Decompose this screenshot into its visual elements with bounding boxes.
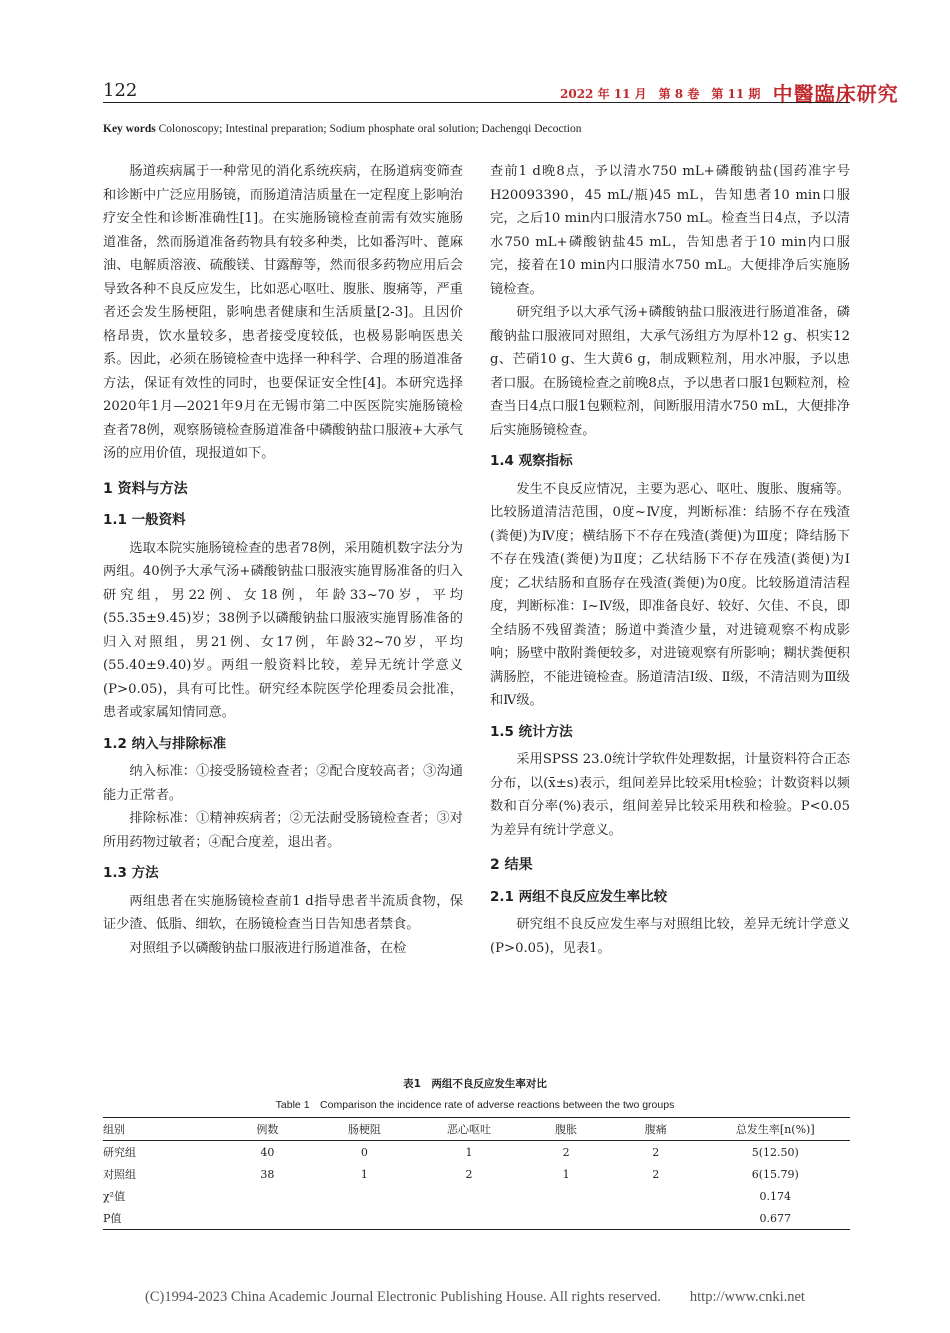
- table-cell: [417, 1185, 522, 1207]
- page-number: 122: [103, 80, 138, 101]
- journal-name: 中醫臨床研究: [772, 82, 899, 106]
- table-row: [103, 1207, 850, 1230]
- table-cell: P值: [103, 1212, 122, 1225]
- table-cell: [611, 1207, 701, 1230]
- table-cell: 1: [360, 1167, 368, 1181]
- table-row: [103, 1185, 850, 1207]
- table-cell: [417, 1207, 522, 1230]
- subsection-heading-observation: 1.4 观察指标: [490, 453, 573, 469]
- subsection-heading-method: 1.3 方法: [103, 865, 159, 881]
- table-cell: [611, 1185, 701, 1207]
- table-cell: 2: [652, 1167, 660, 1181]
- header-rule: [103, 102, 850, 103]
- keywords: [103, 123, 581, 135]
- intro-paragraph: 肠道疾病属于一种常见的消化系统疾病，在肠道病变筛查和诊断中广泛应用肠镜，而肠道清洁质量在一定程度上影响治疗安全性和诊断准确性[1]。在实施肠镜检查前需有效实施肠道准备，然而肠道准备药物具有较多种类，比如番泻叶、蓖麻油、电解质溶液、硫酸镁、甘露醇等，然而很多药物应用后会导致各种不良反应发生，比如恶心呕吐、腹胀、腹痛等，严重者还会发生肠梗阻，影响患者健康和生活质量[2-3]。且因价格昂贵，饮水量较多，患者接受度较低，也极易影响医患关系。因此，必须在肠镜检查中选择一种科学、合理的肠道准备方法，保证有效性的同时，也要保证安全性[4]。本研究选择2020年1月—2021年9月在无锡市第二中医医院实施肠镜检查者78例，观察肠镜检查肠道准备中磷酸钠盐口服液+大承气汤的应用价值，现报道如下。: [103, 164, 463, 461]
- table-row: [103, 1141, 850, 1164]
- table-header-cell: 恶心呕吐: [447, 1123, 491, 1136]
- table-header-cell: 腹胀: [555, 1123, 578, 1136]
- table-cell: [312, 1207, 417, 1230]
- table-cell: 2: [465, 1167, 473, 1181]
- method-paragraph-b: 对照组予以磷酸钠盐口服液进行肠道准备，在检: [129, 940, 407, 956]
- table-cell: 对照组: [103, 1168, 136, 1181]
- section-heading-methods: 1 资料与方法: [103, 480, 188, 497]
- method-continued-paragraph: 查前1 d晚8点，予以清水750 mL+磷酸钠盐(国药准字号H20093390，45 mL/瓶)45 mL，告知患者10 min口服完，之后10 min内口服清水750 mL。检查当日4点，予以清水750 mL+磷酸钠盐45 mL，告知患者于10 min内口服完，接着在10 min内口服清水750 mL。大便排净后实施肠镜检查。: [490, 164, 850, 297]
- table-header-cell: 总发生率[n(%)]: [735, 1123, 815, 1136]
- table-header-cell: 组别: [103, 1123, 125, 1136]
- table-cell: 0: [360, 1145, 368, 1159]
- table-cell: [521, 1185, 611, 1207]
- subsection-heading-general: 1.1 一般资料: [103, 512, 186, 528]
- exclusion-paragraph: 排除标准：①精神疾病者；②无法耐受肠镜检查者；③对所用药物过敏者；④配合度差，退出者。: [103, 811, 463, 850]
- table-cell: [521, 1207, 611, 1230]
- table-header-cell: 例数: [256, 1123, 279, 1136]
- table-header-row: [103, 1118, 850, 1141]
- table-title-en: Table 1 Comparison the incidence rate of adverse reactions between the two groups: [275, 1099, 675, 1111]
- keywords-label: Key words: [103, 123, 156, 135]
- section-heading-results: 2 结果: [490, 857, 533, 873]
- table-cell: 0.677: [759, 1211, 792, 1225]
- adverse-reactions-table: [103, 1117, 850, 1230]
- table-cell: 1: [562, 1167, 570, 1181]
- table-cell: [223, 1207, 313, 1230]
- table-header-cell: 肠梗阻: [347, 1123, 381, 1136]
- left-column: [103, 160, 463, 960]
- table-cell: 2: [652, 1145, 660, 1159]
- subsection-heading-adverse: 2.1 两组不良反应发生率比较: [490, 888, 668, 905]
- table-cell: 38: [260, 1167, 275, 1181]
- study-group-paragraph: 研究组予以大承气汤+磷酸钠盐口服液进行肠道准备，磷酸钠盐口服液同对照组，大承气汤组方为厚朴12 g、枳实12 g、芒硝10 g、生大黄6 g，制成颗粒剂，用水冲服，予以患者口服。在肠镜检查之前晚8点，予以患者口服1包颗粒剂，检查当日4点口服1包颗粒剂，间断服用清水750 mL，大便排净后实施肠镜检查。: [490, 305, 850, 438]
- subsection-heading-statistics: 1.5 统计方法: [490, 723, 573, 740]
- keywords-text: Colonoscopy; Intestinal preparation; Sodium phosphate oral solution; Dachengqi Decoction: [158, 123, 582, 135]
- table-cell: 2: [562, 1145, 570, 1159]
- table-cell: χ²值: [103, 1190, 126, 1203]
- table-header-cell: 腹痛: [644, 1123, 667, 1136]
- observation-paragraph: 发生不良反应情况，主要为恶心、呕吐、腹胀、腹痛等。比较肠道清洁范围，0度~Ⅳ度，判断标准：结肠不存在残渣(粪便)为Ⅳ度；横结肠下不存在残渣(粪便)为Ⅲ度；降结肠下不存在残渣(粪便)为Ⅱ度；乙状结肠下不存在残渣(粪便)为Ⅰ度；乙状结肠和直肠存在残渣(粪便)为0度。比较肠道清洁程度，判断标准：Ⅰ~Ⅳ级，即准备良好、较好、欠佳、不良，即全结肠不残留粪渣；肠道中粪渣少量，对进镜观察不构成影响；肠壁中散附粪便较多，对进镜观察有所影响；糊状粪便积满肠腔，不能进镜检查。肠道清洁Ⅰ级、Ⅱ级，不清洁则为Ⅲ级和Ⅳ级。: [490, 481, 850, 708]
- issue-info: 2022 年 11 月 第 8 卷 第 11 期: [560, 87, 761, 101]
- statistics-paragraph: 采用SPSS 23.0统计学软件处理数据，计量资料符合正态分布，以(x̄±s)表示，组间差异比较采用t检验；计数资料以频数和百分率(%)表示，组间差异比较采用秩和检验。P<0.05为差异有统计学意义。: [490, 752, 850, 838]
- table-cell: 6(15.79): [751, 1167, 799, 1181]
- table-cell: 研究组: [103, 1146, 136, 1159]
- table-cell: [223, 1185, 313, 1207]
- table-title-cn: 表1 两组不良反应发生率对比: [403, 1078, 547, 1090]
- table-cell: 40: [260, 1145, 275, 1159]
- table-cell: 0.174: [759, 1189, 792, 1203]
- general-info-paragraph: 选取本院实施肠镜检查的患者78例，采用随机数字法分为两组。40例予大承气汤+磷酸钠盐口服液实施胃肠准备的归入研究组，男22例、女18例，年龄33~70岁，平均(55.35±9.45)岁；38例予以磷酸钠盐口服液实施胃肠准备的归入对照组，男21例、女17例，年龄32~70岁，平均(55.40±9.40)岁。两组一般资料比较，差异无统计学意义(P>0.05)，具有可比性。研究经本院医学伦理委员会批准，患者或家属知情同意。: [103, 540, 463, 720]
- table-cell: 1: [465, 1145, 473, 1159]
- method-paragraph-a: 两组患者在实施肠镜检查前1 d指导患者半流质食物，保证少渣、低脂、细软，在肠镜检查当日告知患者禁食。: [103, 893, 463, 932]
- table-cell: 5(12.50): [751, 1145, 799, 1159]
- copyright-footer: (C)1994-2023 China Academic Journal Electronic Publishing House. All rights reserved. http://www.cnki.net: [145, 1289, 805, 1305]
- inclusion-paragraph: 纳入标准：①接受肠镜检查者；②配合度较高者；③沟通能力正常者。: [103, 764, 463, 803]
- right-column: [490, 160, 850, 960]
- table-row: [103, 1163, 850, 1185]
- subsection-heading-criteria: 1.2 纳入与排除标准: [103, 735, 227, 752]
- adverse-paragraph: 研究组不良反应发生率与对照组比较，差异无统计学意义(P>0.05)，见表1。: [490, 917, 850, 956]
- table-cell: [312, 1185, 417, 1207]
- table-container: [103, 1117, 850, 1230]
